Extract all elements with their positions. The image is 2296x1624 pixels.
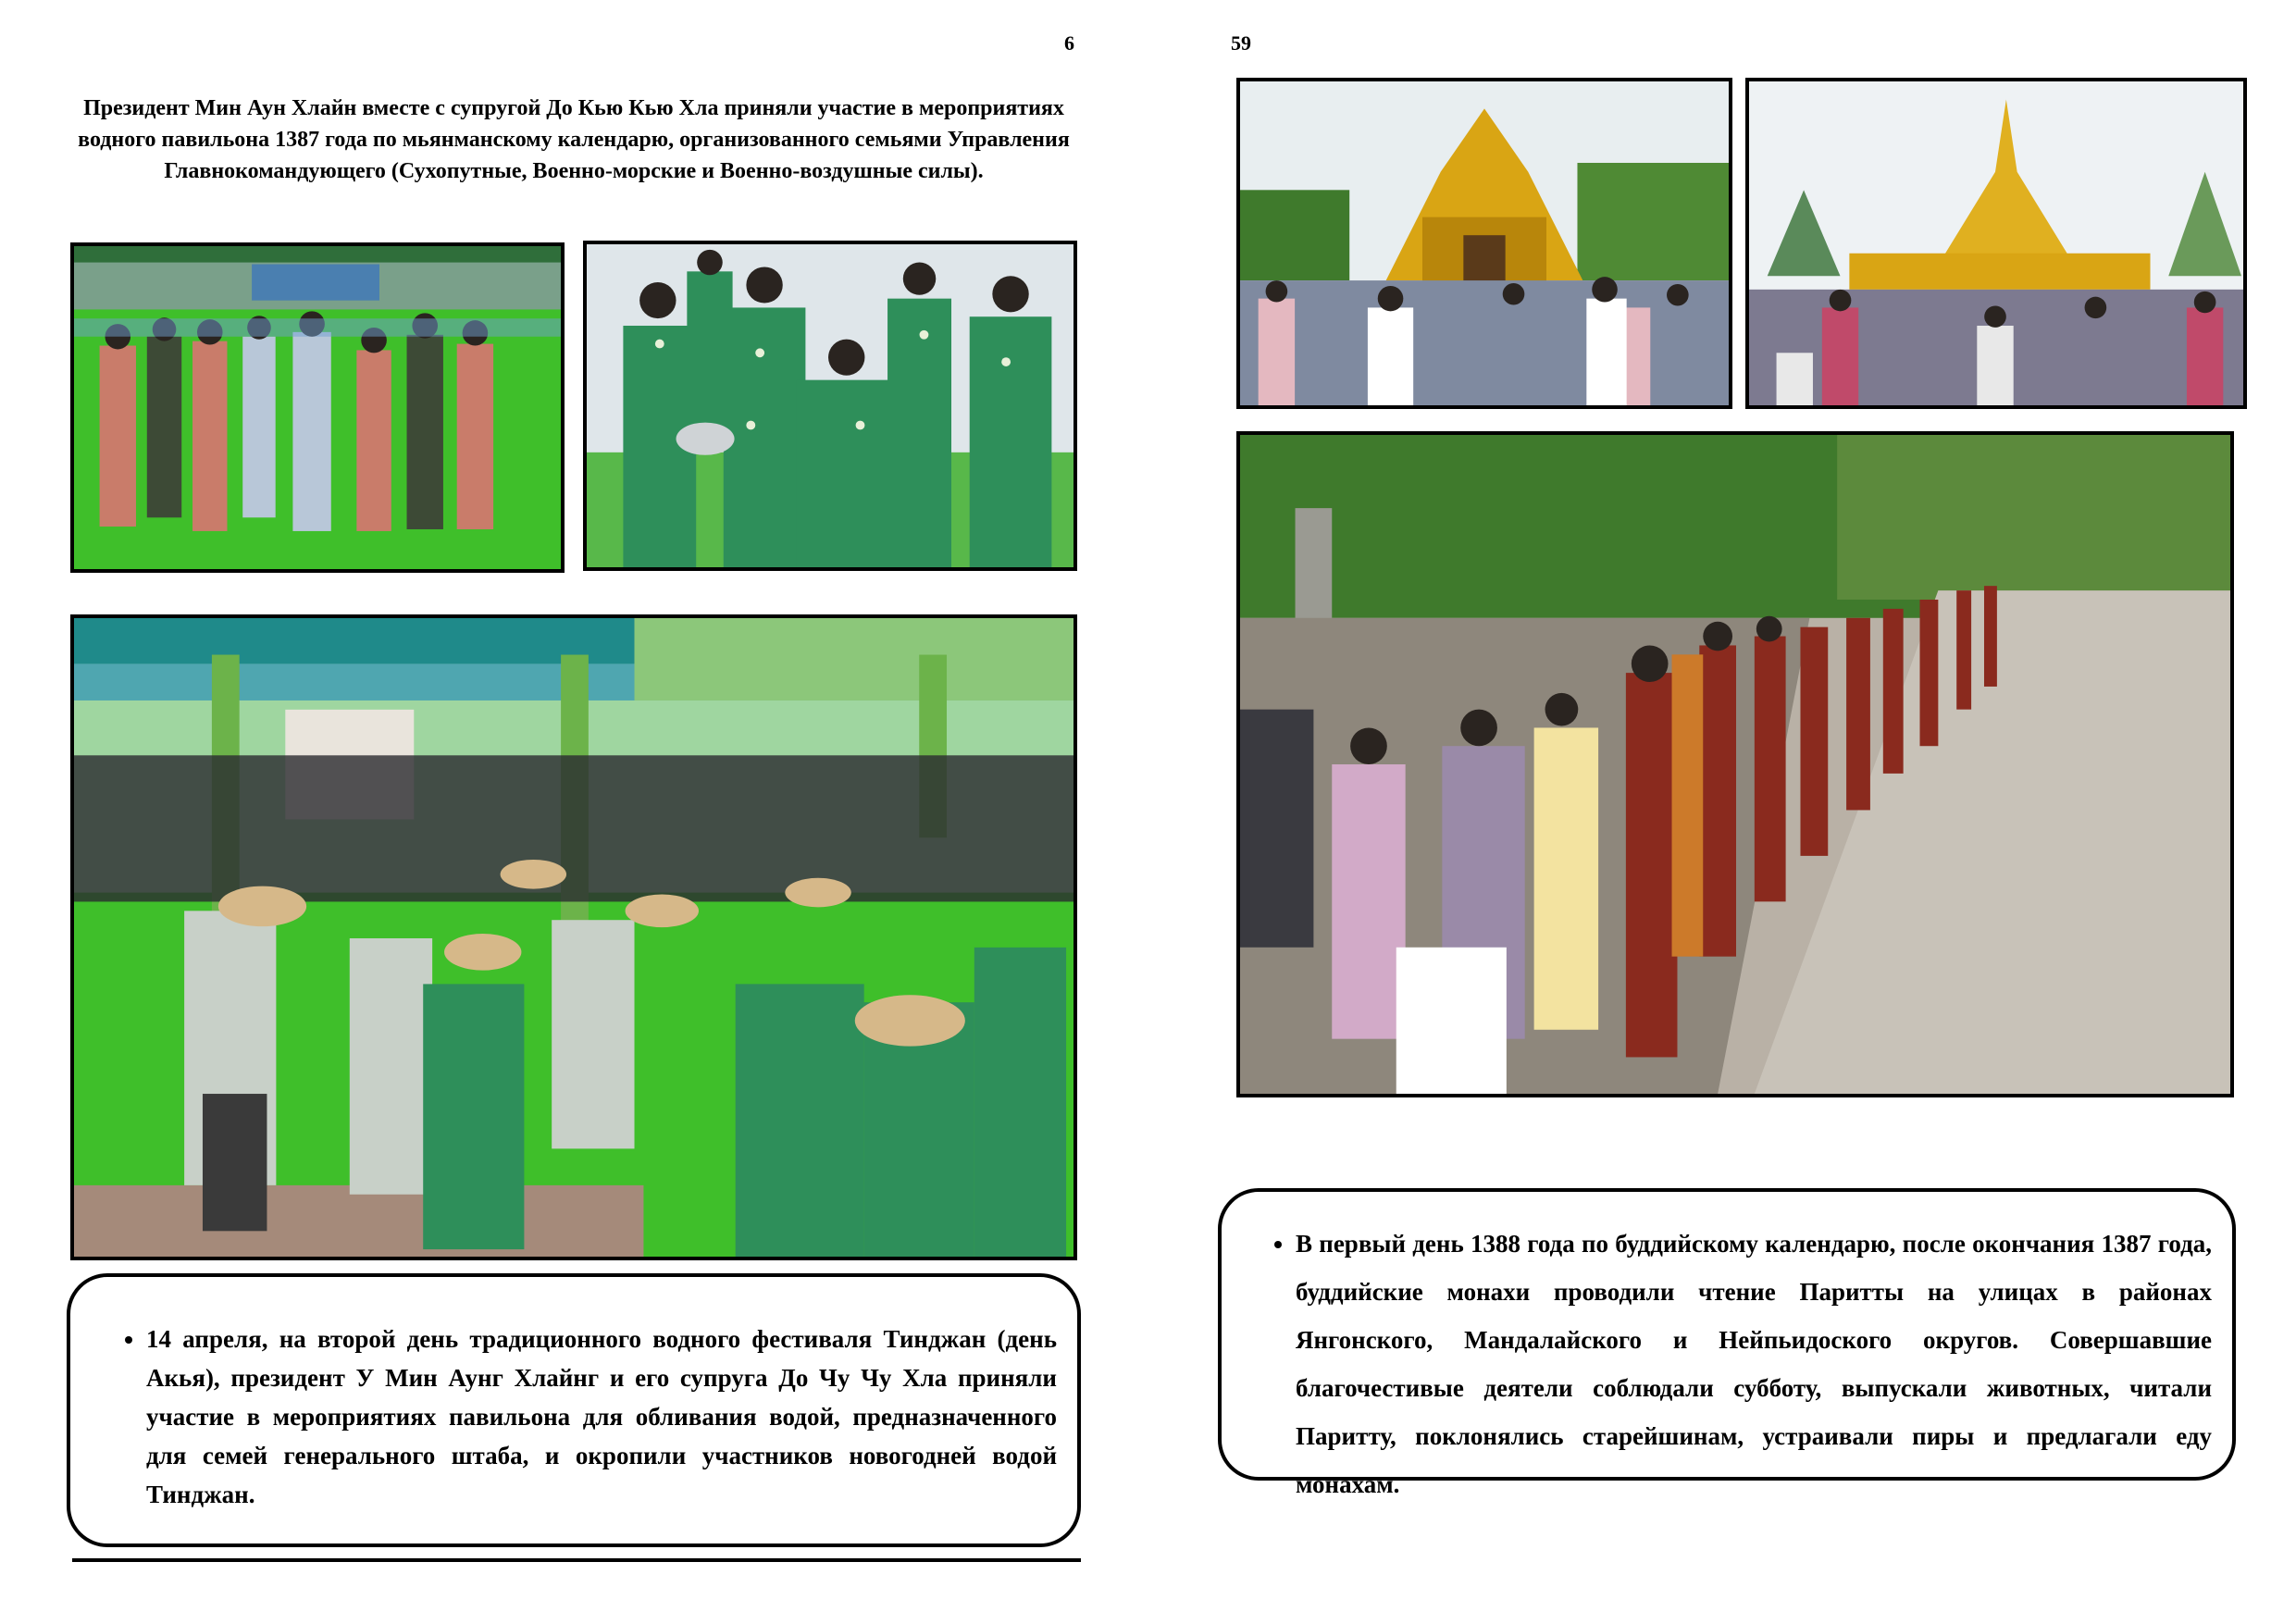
caption-box-right xyxy=(1218,1188,2236,1498)
photo-golden-gate xyxy=(1236,78,1732,409)
photo-dancing-group xyxy=(70,242,565,573)
caption-box-left xyxy=(67,1273,1081,1547)
page-headline: Президент Мин Аун Хлайн вместе с супругой До Кью Кью Хла приняли участие в мероприятиях водного павильона 1387 года по мьянманскому календарю, организованного семьями Управления Главнокомандующего (Сухопутные, Военно-морские и Военно-воздушные силы). xyxy=(78,96,1070,183)
caption-text-right: • В первый день 1388 года по буддийскому календарю, после окончания 1387 года, буддийские монахи проводили чтение Паритты на улицах в районах Янгонского, Мандалайского и Нейпьидоского округов. Совершавшие благочестивые деятели соблюдали субботу, выпускали животных, читали Паритту, поклонялись старейшинам, устраивали пиры и предлагали еду монахам. xyxy=(1296,1220,2212,1508)
page-number-right: 59 xyxy=(1231,31,1251,55)
caption-text-left: • 14 апреля, на второй день традиционного водного фестиваля Тинджан (день Акья), президент У Мин Аунг Хлайнг и его супруга До Чу Чу Хла приняли участие в мероприятиях павильона для обливания водой, предназначенного для семей генерального штаба, и окропили участников новогодней водой Тинджан. xyxy=(146,1320,1057,1514)
bottom-rule xyxy=(72,1558,1081,1562)
photo-monks-procession xyxy=(1236,431,2234,1097)
photo-water-pouring xyxy=(583,241,1077,571)
page-number-left: 6 xyxy=(1064,31,1074,55)
photo-festival-crowd xyxy=(70,614,1077,1260)
photo-golden-stupa xyxy=(1745,78,2247,409)
